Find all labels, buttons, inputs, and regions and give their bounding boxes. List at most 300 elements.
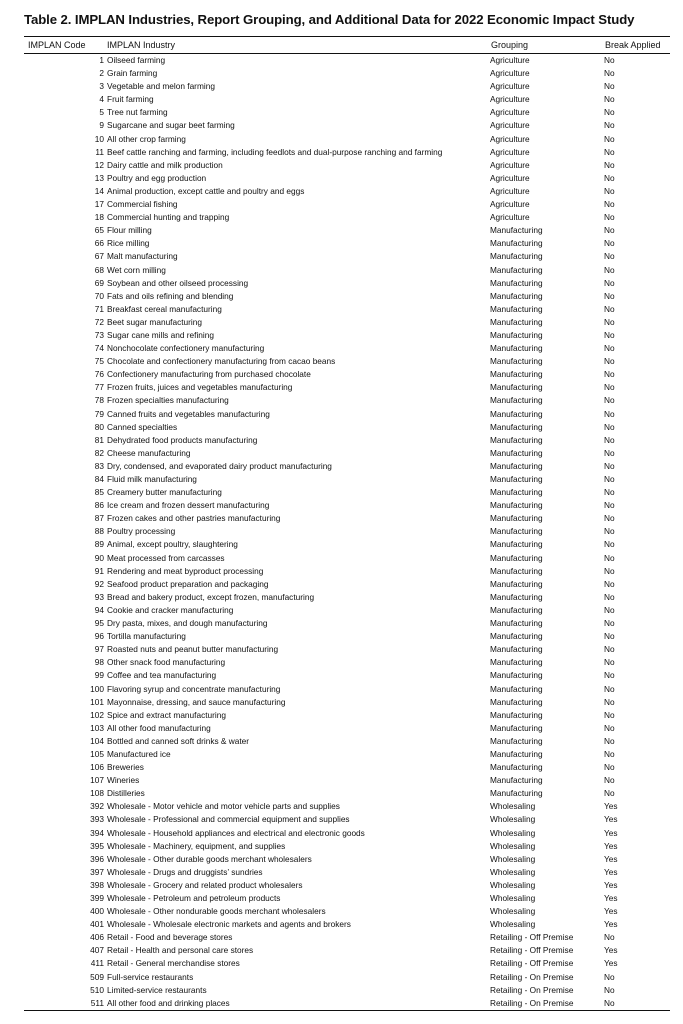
- row-break-applied: No: [604, 120, 615, 131]
- row-code: 89: [94, 539, 104, 550]
- row-break-applied: Yes: [604, 840, 618, 851]
- row-break-applied: No: [604, 212, 615, 223]
- row-grouping: Manufacturing: [490, 670, 543, 681]
- row-code: 393: [90, 814, 104, 825]
- table-row: [24, 316, 670, 329]
- row-code: 85: [94, 487, 104, 498]
- row-break-applied: Yes: [604, 801, 618, 812]
- row-industry: Dry pasta, mixes, and dough manufacturing: [107, 618, 268, 629]
- row-grouping: Wholesaling: [490, 879, 536, 890]
- row-break-applied: No: [604, 552, 615, 563]
- table-row: [24, 931, 670, 944]
- row-break-applied: No: [604, 474, 615, 484]
- row-industry: Full-service restaurants: [107, 971, 194, 982]
- row-break-applied: No: [604, 303, 615, 314]
- row-industry: Poultry and egg production: [107, 172, 207, 183]
- row-code: 102: [90, 709, 104, 720]
- row-break-applied: No: [604, 107, 615, 118]
- row-code: 509: [90, 971, 104, 982]
- row-grouping: Retailing - Off Premise: [490, 958, 574, 969]
- row-break-applied: No: [604, 513, 615, 524]
- row-break-applied: No: [604, 971, 615, 982]
- row-code: 398: [90, 879, 104, 890]
- row-industry: Confectionery manufacturing from purchased chocolate: [107, 369, 311, 380]
- row-grouping: Manufacturing: [490, 238, 543, 249]
- row-code: 74: [94, 343, 104, 354]
- table-row: [24, 656, 670, 669]
- row-industry: Fats and oils refining and blending: [107, 290, 234, 301]
- table-row: [24, 630, 670, 643]
- table-row: [24, 106, 670, 119]
- row-break-applied: Yes: [604, 866, 618, 877]
- row-code: 95: [94, 618, 104, 629]
- row-grouping: Manufacturing: [490, 722, 543, 733]
- row-break-applied: No: [604, 591, 615, 602]
- table-row: [24, 408, 670, 421]
- row-industry: Seafood product preparation and packaging: [107, 578, 269, 589]
- row-industry: Wholesale - Wholesale electronic markets and agents and brokers: [107, 919, 351, 930]
- row-break-applied: No: [604, 94, 615, 105]
- row-break-applied: No: [604, 356, 615, 367]
- row-break-applied: No: [604, 788, 615, 799]
- row-break-applied: No: [604, 748, 615, 759]
- row-industry: Dehydrated food products manufacturing: [107, 434, 258, 445]
- table-row: [24, 538, 670, 551]
- row-code: 98: [94, 657, 104, 668]
- row-industry: Wet corn milling: [107, 264, 166, 275]
- row-break-applied: No: [604, 369, 615, 380]
- row-break-applied: No: [604, 146, 615, 157]
- row-industry: Chocolate and confectionery manufacturing from cacao beans: [107, 356, 336, 367]
- row-grouping: Manufacturing: [490, 434, 543, 445]
- row-grouping: Manufacturing: [490, 696, 543, 707]
- row-industry: Flavoring syrup and concentrate manufacturing: [107, 683, 281, 694]
- row-code: 10: [94, 133, 104, 144]
- row-industry: Commercial hunting and trapping: [107, 212, 230, 223]
- row-industry: Tortilla manufacturing: [107, 631, 186, 642]
- row-code: 411: [90, 958, 104, 969]
- table-row: [24, 421, 670, 434]
- row-industry: Wholesale - Other durable goods merchant wholesalers: [107, 853, 312, 864]
- table-row: [24, 761, 670, 774]
- row-break-applied: No: [604, 185, 615, 196]
- row-grouping: Retailing - Off Premise: [490, 945, 574, 956]
- row-code: 90: [94, 552, 104, 563]
- row-industry: All other crop farming: [107, 133, 186, 144]
- row-grouping: Wholesaling: [490, 919, 536, 930]
- row-industry: Canned fruits and vegetables manufacturing: [107, 408, 270, 419]
- table-row: [24, 277, 670, 290]
- row-code: 81: [94, 434, 104, 445]
- table-row: [24, 853, 670, 866]
- row-industry: Retail - General merchandise stores: [107, 958, 240, 969]
- row-grouping: Manufacturing: [490, 578, 543, 589]
- row-break-applied: No: [604, 81, 615, 92]
- row-break-applied: Yes: [604, 827, 618, 838]
- table-row: [24, 565, 670, 578]
- row-industry: Canned specialties: [107, 421, 178, 432]
- row-grouping: Agriculture: [490, 55, 530, 65]
- table-row: [24, 93, 670, 106]
- table-row: [24, 159, 670, 172]
- row-code: 65: [94, 225, 104, 236]
- row-break-applied: No: [604, 172, 615, 183]
- row-grouping: Manufacturing: [490, 735, 543, 746]
- row-break-applied: No: [604, 316, 615, 327]
- row-code: 3: [99, 81, 104, 92]
- table-row: [24, 119, 670, 132]
- row-grouping: Manufacturing: [490, 513, 543, 524]
- row-code: 13: [94, 172, 104, 183]
- row-industry: Wholesale - Household appliances and electrical and electronic goods: [107, 827, 365, 838]
- row-grouping: Wholesaling: [490, 866, 536, 877]
- table-row: [24, 827, 670, 840]
- row-grouping: Manufacturing: [490, 565, 543, 576]
- table-row: [24, 525, 670, 538]
- row-grouping: Manufacturing: [490, 644, 543, 655]
- row-break-applied: No: [604, 709, 615, 720]
- row-industry: Breweries: [107, 762, 144, 773]
- row-industry: Malt manufacturing: [107, 251, 178, 262]
- row-grouping: Agriculture: [490, 185, 530, 196]
- row-break-applied: No: [604, 68, 615, 79]
- row-break-applied: Yes: [604, 945, 618, 956]
- row-code: 72: [94, 316, 104, 327]
- row-grouping: Wholesaling: [490, 853, 536, 864]
- row-industry: Sugarcane and sugar beet farming: [107, 120, 235, 131]
- table-row: [24, 290, 670, 303]
- table-row: [24, 211, 670, 224]
- row-break-applied: No: [604, 225, 615, 236]
- row-break-applied: No: [604, 683, 615, 694]
- table-row: [24, 696, 670, 709]
- row-industry: Oilseed farming: [107, 55, 166, 65]
- top-rule: [24, 36, 670, 37]
- row-industry: Wholesale - Grocery and related product wholesalers: [107, 879, 303, 890]
- table-row: [24, 394, 670, 407]
- row-code: 87: [94, 513, 104, 524]
- row-industry: Retail - Health and personal care stores: [107, 945, 254, 956]
- row-code: 2: [99, 68, 104, 79]
- row-industry: Spice and extract manufacturing: [107, 709, 226, 720]
- row-break-applied: No: [604, 735, 615, 746]
- row-grouping: Manufacturing: [490, 329, 543, 340]
- row-break-applied: No: [604, 343, 615, 354]
- table-row: [24, 892, 670, 905]
- row-industry: Rendering and meat byproduct processing: [107, 565, 264, 576]
- table-row: [24, 146, 670, 159]
- table-row: [24, 683, 670, 696]
- row-industry: Retail - Food and beverage stores: [107, 932, 233, 943]
- row-grouping: Manufacturing: [490, 251, 543, 262]
- row-code: 96: [94, 631, 104, 642]
- row-grouping: Manufacturing: [490, 657, 543, 668]
- row-code: 392: [90, 801, 104, 812]
- row-code: 407: [90, 945, 104, 956]
- table-row: [24, 669, 670, 682]
- row-grouping: Agriculture: [490, 107, 530, 118]
- row-industry: Wholesale - Machinery, equipment, and supplies: [107, 840, 286, 851]
- row-code: 17: [94, 199, 104, 210]
- row-break-applied: No: [604, 55, 615, 65]
- table-row: [24, 237, 670, 250]
- table-row: [24, 971, 670, 984]
- row-industry: Wineries: [107, 775, 140, 786]
- row-code: 66: [94, 238, 104, 249]
- row-industry: Flour milling: [107, 225, 152, 236]
- row-code: 73: [94, 329, 104, 340]
- row-industry: Coffee and tea manufacturing: [107, 670, 217, 681]
- row-code: 99: [94, 670, 104, 681]
- header-code: IMPLAN Code: [28, 40, 86, 50]
- row-industry: Wholesale - Motor vehicle and motor vehicle parts and supplies: [107, 801, 340, 812]
- table-row: [24, 879, 670, 892]
- table-row: [24, 957, 670, 970]
- row-grouping: Retailing - On Premise: [490, 971, 574, 982]
- row-break-applied: Yes: [604, 879, 618, 890]
- row-grouping: Wholesaling: [490, 906, 536, 917]
- row-grouping: Agriculture: [490, 68, 530, 79]
- row-break-applied: No: [604, 657, 615, 668]
- row-code: 394: [90, 827, 104, 838]
- row-grouping: Manufacturing: [490, 290, 543, 301]
- row-grouping: Wholesaling: [490, 814, 536, 825]
- row-break-applied: No: [604, 604, 615, 615]
- row-break-applied: Yes: [604, 958, 618, 969]
- table-row: [24, 813, 670, 826]
- table-row: [24, 748, 670, 761]
- row-break-applied: No: [604, 539, 615, 550]
- row-industry: Mayonnaise, dressing, and sauce manufacturing: [107, 696, 286, 707]
- table-row: [24, 434, 670, 447]
- table-row: [24, 604, 670, 617]
- table-row: [24, 944, 670, 957]
- row-code: 100: [90, 683, 104, 694]
- row-break-applied: No: [604, 421, 615, 432]
- table-row: [24, 984, 670, 997]
- row-break-applied: No: [604, 670, 615, 681]
- row-code: 93: [94, 591, 104, 602]
- row-grouping: Agriculture: [490, 199, 530, 210]
- row-grouping: Agriculture: [490, 172, 530, 183]
- row-break-applied: No: [604, 578, 615, 589]
- row-break-applied: No: [604, 618, 615, 629]
- row-code: 396: [90, 853, 104, 864]
- row-code: 69: [94, 277, 104, 288]
- table-title: Table 2. IMPLAN Industries, Report Grouping, and Additional Data for 2022 Economic Impact Study: [24, 12, 635, 27]
- row-code: 510: [90, 984, 104, 995]
- row-grouping: Manufacturing: [490, 382, 543, 393]
- row-industry: Bottled and canned soft drinks & water: [107, 735, 250, 746]
- row-break-applied: No: [604, 997, 615, 1008]
- row-break-applied: No: [604, 696, 615, 707]
- bottom-rule: [24, 1010, 670, 1011]
- row-grouping: Manufacturing: [490, 775, 543, 786]
- table-row: [24, 787, 670, 800]
- row-grouping: Manufacturing: [490, 277, 543, 288]
- table-header: [0, 40, 683, 52]
- table-row: [24, 80, 670, 93]
- table-row: [24, 473, 670, 486]
- row-code: 104: [90, 735, 104, 746]
- table-row: [24, 224, 670, 237]
- table-row: [24, 447, 670, 460]
- row-break-applied: No: [604, 133, 615, 144]
- row-break-applied: No: [604, 762, 615, 773]
- row-break-applied: No: [604, 251, 615, 262]
- row-break-applied: Yes: [604, 919, 618, 930]
- table-row: [24, 918, 670, 931]
- row-grouping: Manufacturing: [490, 618, 543, 629]
- row-break-applied: No: [604, 199, 615, 210]
- row-grouping: Agriculture: [490, 133, 530, 144]
- row-code: 4: [99, 94, 104, 105]
- row-grouping: Manufacturing: [490, 683, 543, 694]
- row-industry: Grain farming: [107, 68, 158, 79]
- row-break-applied: No: [604, 290, 615, 301]
- row-industry: Poultry processing: [107, 526, 176, 537]
- table-row: [24, 552, 670, 565]
- row-grouping: Manufacturing: [490, 788, 543, 799]
- row-industry: Wholesale - Other nondurable goods merchant wholesalers: [107, 906, 326, 917]
- row-break-applied: No: [604, 722, 615, 733]
- header-break-applied: Break Applied: [605, 40, 661, 50]
- table-row: [24, 54, 670, 67]
- row-grouping: Manufacturing: [490, 408, 543, 419]
- table-row: [24, 185, 670, 198]
- table-row: [24, 368, 670, 381]
- row-grouping: Manufacturing: [490, 474, 543, 484]
- row-break-applied: No: [604, 159, 615, 170]
- row-code: 67: [94, 251, 104, 262]
- industry-table: [24, 54, 670, 1010]
- row-grouping: Manufacturing: [490, 762, 543, 773]
- row-break-applied: No: [604, 631, 615, 642]
- row-industry: Beef cattle ranching and farming, including feedlots and dual-purpose ranching and farming: [107, 146, 443, 157]
- row-code: 511: [90, 997, 104, 1008]
- table-row: [24, 250, 670, 263]
- row-break-applied: No: [604, 984, 615, 995]
- row-industry: Nonchocolate confectionery manufacturing: [107, 343, 265, 354]
- row-code: 107: [90, 775, 104, 786]
- table-row: [24, 460, 670, 473]
- row-code: 401: [90, 919, 104, 930]
- table-row: [24, 709, 670, 722]
- row-industry: Meat processed from carcasses: [107, 552, 225, 563]
- table-row: [24, 133, 670, 146]
- row-grouping: Manufacturing: [490, 316, 543, 327]
- row-code: 105: [90, 748, 104, 759]
- row-grouping: Manufacturing: [490, 264, 543, 275]
- table-row: [24, 342, 670, 355]
- row-break-applied: Yes: [604, 893, 618, 903]
- table-row: [24, 905, 670, 918]
- row-break-applied: Yes: [604, 814, 618, 825]
- table-row: [24, 67, 670, 80]
- row-grouping: Manufacturing: [490, 447, 543, 458]
- table-row: [24, 578, 670, 591]
- row-code: 94: [94, 604, 104, 615]
- row-code: 71: [94, 303, 104, 314]
- row-grouping: Wholesaling: [490, 801, 536, 812]
- row-code: 97: [94, 644, 104, 655]
- table-row: [24, 303, 670, 316]
- row-industry: Distilleries: [107, 788, 145, 799]
- row-break-applied: No: [604, 329, 615, 340]
- header-industry: IMPLAN Industry: [107, 40, 176, 50]
- row-break-applied: No: [604, 460, 615, 471]
- table-row: [24, 264, 670, 277]
- header-grouping: Grouping: [491, 40, 529, 50]
- row-grouping: Manufacturing: [490, 526, 543, 537]
- row-code: 80: [94, 421, 104, 432]
- row-industry: Bread and bakery product, except frozen, manufacturing: [107, 591, 315, 602]
- table-row: [24, 643, 670, 656]
- row-code: 18: [94, 212, 104, 223]
- row-grouping: Manufacturing: [490, 343, 543, 354]
- row-code: 92: [94, 578, 104, 589]
- row-industry: Fluid milk manufacturing: [107, 474, 197, 484]
- row-grouping: Wholesaling: [490, 840, 536, 851]
- table-row: [24, 591, 670, 604]
- table-row: [24, 355, 670, 368]
- row-industry: Frozen specialties manufacturing: [107, 395, 229, 406]
- row-break-applied: No: [604, 408, 615, 419]
- row-grouping: Agriculture: [490, 159, 530, 170]
- row-grouping: Manufacturing: [490, 460, 543, 471]
- row-grouping: Manufacturing: [490, 748, 543, 759]
- row-code: 11: [95, 146, 104, 157]
- row-break-applied: No: [604, 932, 615, 943]
- row-break-applied: No: [604, 526, 615, 537]
- row-code: 82: [94, 447, 104, 458]
- row-code: 1: [99, 55, 104, 65]
- row-break-applied: Yes: [604, 906, 618, 917]
- row-code: 78: [94, 395, 104, 406]
- row-industry: Wholesale - Drugs and druggists’ sundries: [107, 866, 263, 877]
- row-break-applied: No: [604, 277, 615, 288]
- row-industry: Vegetable and melon farming: [107, 81, 215, 92]
- row-industry: Rice milling: [107, 238, 150, 249]
- row-industry: Cheese manufacturing: [107, 447, 191, 458]
- table-row: [24, 800, 670, 813]
- row-industry: Fruit farming: [107, 94, 154, 105]
- row-industry: Animal production, except cattle and poultry and eggs: [107, 185, 305, 196]
- row-grouping: Manufacturing: [490, 631, 543, 642]
- row-code: 83: [94, 460, 104, 471]
- row-grouping: Retailing - On Premise: [490, 984, 574, 995]
- row-break-applied: No: [604, 382, 615, 393]
- row-code: 103: [90, 722, 104, 733]
- row-break-applied: No: [604, 775, 615, 786]
- row-grouping: Retailing - Off Premise: [490, 932, 574, 943]
- row-grouping: Agriculture: [490, 120, 530, 131]
- row-break-applied: No: [604, 565, 615, 576]
- row-break-applied: No: [604, 447, 615, 458]
- row-code: 79: [94, 408, 104, 419]
- row-grouping: Retailing - On Premise: [490, 997, 574, 1008]
- row-code: 76: [94, 369, 104, 380]
- row-grouping: Manufacturing: [490, 591, 543, 602]
- row-code: 106: [90, 762, 104, 773]
- row-grouping: Agriculture: [490, 146, 530, 157]
- row-industry: Animal, except poultry, slaughtering: [107, 539, 238, 550]
- row-code: 101: [90, 696, 104, 707]
- table-row: [24, 499, 670, 512]
- table-row: [24, 840, 670, 853]
- row-industry: Limited-service restaurants: [107, 984, 207, 995]
- row-code: 88: [94, 526, 104, 537]
